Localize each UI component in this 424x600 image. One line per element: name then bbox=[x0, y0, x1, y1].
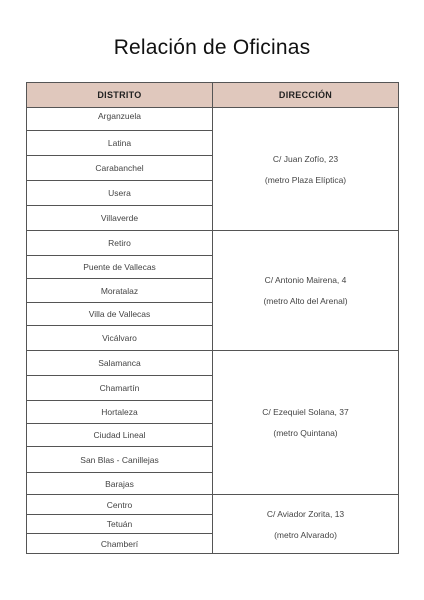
district-cell: Puente de Vallecas bbox=[27, 256, 213, 279]
district-cell: Usera bbox=[27, 181, 213, 206]
page-title: Relación de Oficinas bbox=[113, 36, 311, 59]
address-street: C/ Antonio Mairena, 4 bbox=[264, 275, 347, 285]
address-cell bbox=[213, 495, 399, 554]
table-header-row bbox=[27, 83, 399, 108]
address-metro: (metro Quintana) bbox=[273, 428, 338, 438]
district-cell: Centro bbox=[27, 495, 213, 515]
address-street: C/ Juan Zofío, 23 bbox=[272, 153, 339, 164]
district-cell: Tetuán bbox=[27, 515, 213, 534]
district-cell: Chamartín bbox=[27, 376, 213, 401]
district-cell: Arganzuela bbox=[27, 108, 213, 131]
district-cell: Retiro bbox=[27, 231, 213, 256]
address-metro: (metro Alvarado) bbox=[274, 529, 337, 540]
district-cell: Carabanchel bbox=[27, 156, 213, 181]
table-row bbox=[27, 495, 399, 515]
district-cell: Barajas bbox=[27, 473, 213, 495]
district-cell: Chamberí bbox=[27, 534, 213, 554]
district-cell: Salamanca bbox=[27, 351, 213, 376]
district-cell: Moratalaz bbox=[27, 279, 213, 303]
address-street: C/ Aviador Zorita, 13 bbox=[266, 508, 345, 519]
address-cell bbox=[213, 108, 399, 231]
address-metro: (metro Plaza Elíptica) bbox=[264, 174, 347, 185]
address-street: C/ Ezequiel Solana, 37 bbox=[262, 407, 349, 417]
district-cell: Villa de Vallecas bbox=[27, 303, 213, 326]
district-cell: Vicálvaro bbox=[27, 326, 213, 351]
column-header-distrito: DISTRITO bbox=[27, 83, 213, 108]
table-row bbox=[27, 351, 399, 376]
district-cell: Villaverde bbox=[27, 206, 213, 231]
table-row bbox=[27, 108, 399, 131]
offices-table bbox=[26, 82, 399, 554]
district-cell: Latina bbox=[27, 131, 213, 156]
district-cell: Ciudad Lineal bbox=[27, 424, 213, 447]
address-cell bbox=[213, 351, 399, 495]
district-cell: San Blas - Canillejas bbox=[27, 447, 213, 473]
column-header-direccion: DIRECCIÓN bbox=[213, 83, 399, 108]
district-cell: Hortaleza bbox=[27, 401, 213, 424]
address-metro: (metro Alto del Arenal) bbox=[263, 296, 348, 306]
table-row bbox=[27, 231, 399, 256]
address-cell bbox=[213, 231, 399, 351]
